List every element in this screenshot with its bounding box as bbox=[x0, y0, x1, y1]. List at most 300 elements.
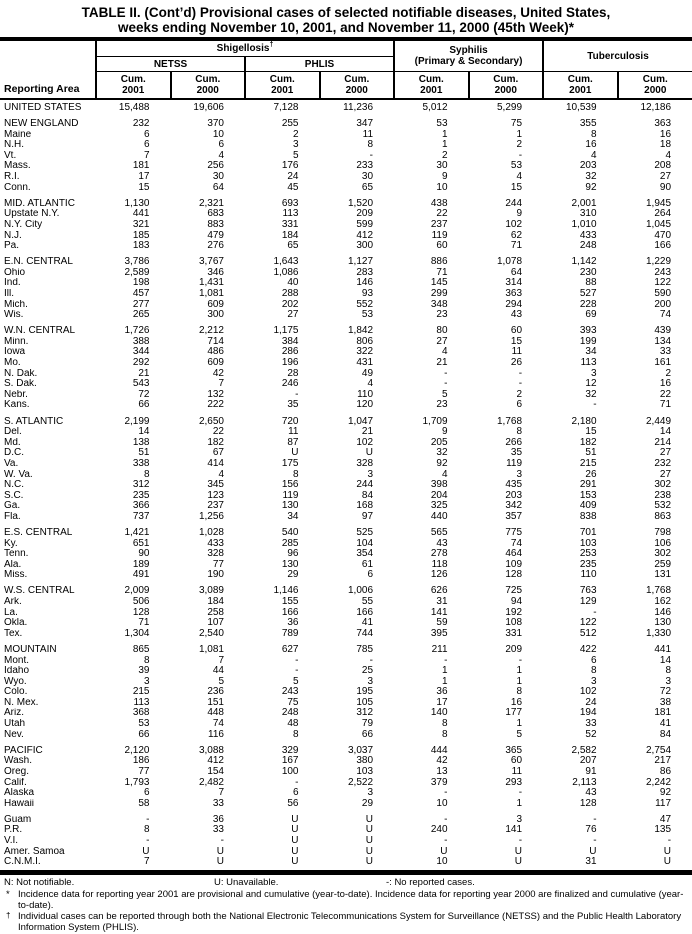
cell-value: 312 bbox=[132, 480, 150, 491]
cell-value: 2,540 bbox=[198, 628, 224, 639]
cell-value: 2,589 bbox=[124, 267, 150, 278]
table-row bbox=[0, 539, 692, 550]
cell-value: 41 bbox=[659, 719, 672, 730]
cell-value: 76 bbox=[585, 825, 597, 836]
cell-value: 74 bbox=[212, 719, 224, 730]
cell-value: 108 bbox=[505, 618, 523, 629]
cell-value: 26 bbox=[510, 358, 523, 369]
cell-value: 5,299 bbox=[497, 102, 523, 113]
cell-value: 119 bbox=[282, 490, 299, 501]
cell-value: 162 bbox=[654, 597, 672, 608]
table-row bbox=[0, 358, 692, 369]
cell-value: 40 bbox=[287, 278, 299, 289]
cell-value: - bbox=[295, 777, 299, 788]
cell-value: 120 bbox=[356, 400, 374, 411]
cell-value: 122 bbox=[579, 618, 597, 629]
cell-value: 182 bbox=[207, 437, 224, 448]
cell-value: U bbox=[440, 846, 448, 857]
cell-value: 131 bbox=[654, 570, 672, 581]
table-row bbox=[0, 857, 692, 872]
cell-value: 431 bbox=[356, 358, 374, 369]
cell-value: 246 bbox=[281, 379, 299, 390]
cell-value: 486 bbox=[207, 347, 224, 358]
cell-value: 190 bbox=[207, 570, 224, 581]
table-row bbox=[0, 756, 692, 767]
cell-value: - bbox=[369, 655, 374, 666]
cell-value: 1,945 bbox=[646, 197, 672, 209]
cell-value: 35 bbox=[287, 400, 299, 411]
cell-value: 798 bbox=[654, 526, 672, 538]
cell-value: U bbox=[365, 857, 374, 868]
table-row bbox=[0, 788, 692, 799]
table-row bbox=[0, 369, 692, 380]
cell-value: 32 bbox=[436, 448, 448, 459]
cell-value: 8 bbox=[590, 129, 597, 140]
cell-value: 11 bbox=[288, 427, 299, 438]
cell-value: 48 bbox=[287, 719, 299, 730]
table-row bbox=[0, 140, 692, 151]
cell-value: 258 bbox=[207, 607, 224, 618]
cell-value: 4 bbox=[665, 150, 672, 161]
cell-value: 299 bbox=[430, 289, 448, 299]
cell-value: 59 bbox=[436, 618, 448, 629]
column-group-shigellosis bbox=[96, 39, 394, 57]
cell-value: 237 bbox=[430, 219, 448, 230]
row-label: Calif. bbox=[4, 777, 27, 788]
cell-value: 64 bbox=[212, 182, 224, 193]
row-label: Wash. bbox=[4, 756, 32, 767]
cell-value: 6 bbox=[516, 400, 523, 411]
row-label: Tex. bbox=[4, 628, 23, 639]
cell-value: 1,086 bbox=[273, 267, 299, 278]
cell-value: 1 bbox=[516, 798, 523, 809]
cell-value: 189 bbox=[132, 559, 150, 570]
cell-value: 110 bbox=[580, 570, 597, 581]
cell-value: 1,010 bbox=[571, 219, 597, 230]
cell-value: 1 bbox=[516, 666, 523, 677]
cell-value: 71 bbox=[138, 618, 150, 629]
cum-label: Cum. bbox=[269, 74, 295, 85]
cell-value: 806 bbox=[356, 336, 374, 347]
cell-value: 329 bbox=[281, 744, 299, 756]
footnote-dagger-text: Individual cases can be reported through both the National Electronic Telecommunications System for Surveillance (NETSS) and the Public Health Laboratory Information System (PHLIS). bbox=[18, 910, 682, 933]
cell-value: 119 bbox=[431, 230, 448, 241]
cell-value: 4 bbox=[367, 379, 374, 390]
cell-value: 8 bbox=[441, 729, 448, 740]
row-label: Mont. bbox=[4, 655, 30, 666]
cell-value: 43 bbox=[585, 788, 597, 799]
cell-value: 433 bbox=[207, 538, 224, 549]
cell-value: 1,421 bbox=[124, 526, 150, 538]
cell-value: U bbox=[291, 813, 299, 825]
cell-value: - bbox=[444, 368, 448, 379]
cell-value: 71 bbox=[436, 267, 448, 278]
cell-value: 21 bbox=[361, 427, 374, 438]
cell-value: 61 bbox=[361, 559, 374, 570]
cell-value: 42 bbox=[212, 368, 224, 379]
cell-value: 41 bbox=[361, 618, 374, 629]
cell-value: U bbox=[291, 857, 299, 868]
cell-value: 32 bbox=[585, 172, 597, 183]
cell-value: - bbox=[444, 379, 448, 390]
row-label: Kans. bbox=[4, 400, 30, 411]
cell-value: U bbox=[365, 846, 374, 857]
cell-value: 27 bbox=[287, 310, 299, 321]
cum-label: Cum. bbox=[642, 74, 668, 85]
row-label: Miss. bbox=[4, 570, 28, 581]
cell-value: 33 bbox=[212, 825, 224, 836]
row-label: Tenn. bbox=[4, 549, 29, 560]
cell-value: 11 bbox=[511, 766, 523, 777]
cell-value: 4 bbox=[590, 150, 597, 161]
table-row bbox=[0, 491, 692, 502]
cell-value: 363 bbox=[654, 118, 672, 130]
cell-value: 113 bbox=[580, 358, 597, 369]
cell-value: - bbox=[295, 666, 299, 677]
cell-value: 302 bbox=[654, 480, 672, 491]
row-label: Colo. bbox=[4, 687, 28, 698]
cell-value: 775 bbox=[505, 526, 523, 538]
cell-value: 2,113 bbox=[572, 777, 597, 788]
cell-value: 3 bbox=[516, 469, 523, 480]
cell-value: 84 bbox=[361, 490, 374, 501]
table-row bbox=[0, 379, 692, 390]
cell-value: 3 bbox=[292, 140, 299, 151]
cell-value: 683 bbox=[207, 209, 224, 220]
cell-value: 11 bbox=[362, 129, 374, 140]
row-label: S. Dak. bbox=[4, 379, 37, 390]
cell-value: 28 bbox=[287, 368, 299, 379]
cell-value: 8 bbox=[292, 729, 299, 740]
row-label: Idaho bbox=[4, 666, 30, 677]
cell-value: 785 bbox=[356, 643, 374, 655]
cell-value: 8 bbox=[367, 140, 374, 151]
cell-value: 103 bbox=[579, 538, 597, 549]
legend-line bbox=[4, 877, 688, 888]
syphilis-label-line2: (Primary & Secondary) bbox=[414, 56, 523, 67]
row-label: E.N. CENTRAL bbox=[4, 256, 73, 268]
row-label: W. Va. bbox=[4, 469, 33, 480]
cell-value: 525 bbox=[356, 526, 374, 538]
cell-value: 167 bbox=[281, 756, 299, 767]
cell-value: 288 bbox=[281, 289, 299, 299]
cell-value: 235 bbox=[132, 490, 150, 501]
table-row bbox=[0, 310, 692, 321]
cell-value: 865 bbox=[132, 643, 150, 655]
row-label: Wyo. bbox=[4, 676, 27, 687]
cell-value: 104 bbox=[356, 538, 374, 549]
cell-value: - bbox=[146, 836, 150, 846]
cell-value: 2,650 bbox=[198, 415, 224, 427]
table-row bbox=[0, 337, 692, 348]
row-label: N.C. bbox=[4, 480, 24, 491]
cell-value: 16 bbox=[510, 697, 523, 708]
table-row bbox=[0, 220, 692, 231]
row-label: N. Mex. bbox=[4, 697, 39, 708]
row-label: Alaska bbox=[4, 788, 35, 799]
cell-value: 155 bbox=[281, 597, 299, 608]
table-row bbox=[0, 209, 692, 220]
cell-value: 7 bbox=[218, 379, 224, 390]
cell-value: 60 bbox=[436, 241, 448, 252]
cell-value: 32 bbox=[585, 389, 597, 400]
cell-value: 145 bbox=[430, 278, 448, 289]
cell-value: 444 bbox=[430, 744, 448, 756]
cell-value: 203 bbox=[579, 161, 597, 172]
table-row bbox=[0, 719, 692, 730]
cell-value: 10 bbox=[436, 798, 448, 809]
cell-value: 102 bbox=[505, 219, 523, 230]
cell-value: 42 bbox=[436, 756, 448, 767]
cell-value: 5 bbox=[292, 150, 299, 161]
shigellosis-dagger: † bbox=[269, 41, 274, 49]
table-row bbox=[0, 825, 692, 836]
cell-value: 122 bbox=[654, 278, 672, 289]
table-row bbox=[0, 666, 692, 677]
cell-value: 166 bbox=[281, 607, 299, 618]
cell-value: - bbox=[518, 368, 523, 379]
cell-value: 33 bbox=[585, 719, 597, 730]
cell-value: 457 bbox=[132, 289, 150, 299]
row-label: R.I. bbox=[4, 172, 20, 183]
cell-value: 264 bbox=[654, 209, 672, 220]
cell-value: 16 bbox=[585, 140, 597, 151]
cell-value: 744 bbox=[356, 628, 374, 639]
row-label: Va. bbox=[4, 458, 19, 469]
cell-value: 72 bbox=[138, 389, 150, 400]
cell-value: 222 bbox=[207, 400, 224, 411]
cell-value: 34 bbox=[585, 347, 597, 358]
cell-value: 1,130 bbox=[124, 197, 150, 209]
cell-value: 3,089 bbox=[198, 585, 224, 597]
cell-value: U bbox=[216, 857, 224, 868]
cell-value: 6 bbox=[367, 570, 374, 581]
cell-value: 294 bbox=[505, 299, 523, 310]
cell-value: 12,186 bbox=[640, 102, 672, 113]
cell-value: 51 bbox=[585, 448, 597, 459]
table-row bbox=[0, 99, 692, 114]
cell-value: 33 bbox=[212, 798, 224, 809]
cell-value: 176 bbox=[281, 161, 299, 172]
cell-value: 3,088 bbox=[198, 744, 224, 756]
cell-value: 103 bbox=[356, 766, 374, 777]
cell-value: 300 bbox=[356, 241, 374, 252]
cell-value: 21 bbox=[436, 358, 448, 369]
cell-value: 53 bbox=[436, 118, 448, 130]
table-title-line1: TABLE II. (Cont’d) Provisional cases of selected notifiable diseases, United States, bbox=[81, 5, 611, 20]
cell-value: 8 bbox=[590, 666, 597, 677]
table-row bbox=[0, 608, 692, 619]
cell-value: 3 bbox=[590, 676, 597, 687]
cell-value: 38 bbox=[659, 697, 672, 708]
cell-value: 18 bbox=[659, 140, 672, 151]
cell-value: 217 bbox=[654, 756, 672, 767]
cell-value: 2,212 bbox=[198, 325, 224, 337]
cell-value: 331 bbox=[505, 628, 523, 639]
cell-value: 506 bbox=[132, 597, 150, 608]
cell-value: - bbox=[518, 655, 523, 666]
cell-value: - bbox=[444, 836, 448, 846]
cell-value: 1,330 bbox=[646, 628, 672, 639]
cell-value: 15 bbox=[510, 336, 523, 347]
cell-value: - bbox=[518, 836, 523, 846]
cum-label: Cum. bbox=[344, 74, 370, 85]
cell-value: 153 bbox=[579, 490, 597, 501]
cell-value: 7 bbox=[143, 857, 150, 868]
cell-value: 168 bbox=[356, 501, 374, 512]
cell-value: 1,709 bbox=[422, 415, 448, 427]
cell-value: 80 bbox=[436, 325, 448, 337]
table-row bbox=[0, 767, 692, 778]
row-label: Utah bbox=[4, 719, 26, 730]
column-group-syphilis bbox=[394, 39, 543, 72]
cell-value: 6 bbox=[143, 129, 150, 140]
cell-value: 4 bbox=[441, 469, 448, 480]
table-row bbox=[0, 581, 692, 597]
cell-value: 725 bbox=[505, 585, 523, 597]
table-row bbox=[0, 400, 692, 411]
cell-value: 440 bbox=[430, 511, 448, 522]
notifiable-diseases-table bbox=[0, 37, 692, 875]
cell-value: 331 bbox=[281, 219, 299, 230]
cell-value: 1 bbox=[516, 129, 523, 140]
cell-value: 33 bbox=[659, 347, 672, 358]
cell-value: 5 bbox=[516, 729, 523, 740]
cell-value: 236 bbox=[207, 687, 224, 698]
table-row bbox=[0, 698, 692, 709]
cell-value: 30 bbox=[212, 172, 224, 183]
cell-value: 36 bbox=[436, 687, 448, 698]
cell-value: 433 bbox=[579, 230, 597, 241]
cum-label: Cum. bbox=[567, 74, 593, 85]
cell-value: 113 bbox=[282, 209, 299, 220]
cell-value: - bbox=[593, 400, 597, 411]
year-label: 2001 bbox=[122, 85, 145, 96]
cell-value: 21 bbox=[138, 368, 150, 379]
cell-value: 3,037 bbox=[347, 744, 374, 756]
column-header-syphilis-cum-2001 bbox=[394, 72, 469, 100]
column-header-netss-cum-2001 bbox=[96, 72, 171, 100]
row-label: D.C. bbox=[4, 448, 24, 459]
cell-value: 3 bbox=[590, 368, 597, 379]
cell-value: 53 bbox=[361, 310, 374, 321]
row-label: Amer. Samoa bbox=[4, 846, 65, 857]
column-header-reporting-area: Reporting Area bbox=[0, 39, 96, 99]
cell-value: 92 bbox=[585, 182, 597, 193]
column-header-tb-cum-2000 bbox=[618, 72, 692, 100]
table-row bbox=[0, 847, 692, 858]
cell-value: 248 bbox=[281, 708, 299, 719]
cell-value: 1,793 bbox=[124, 777, 150, 788]
table-row bbox=[0, 193, 692, 209]
cell-value: 5 bbox=[218, 676, 224, 687]
table-row bbox=[0, 172, 692, 183]
cell-value: 123 bbox=[207, 490, 224, 501]
year-label: 2000 bbox=[494, 85, 517, 96]
cell-value: 9 bbox=[516, 209, 523, 220]
row-label: Fla. bbox=[4, 511, 21, 522]
footnote-star-marker: * bbox=[6, 888, 10, 900]
cell-value: 27 bbox=[659, 172, 672, 183]
cell-value: 4 bbox=[516, 172, 523, 183]
cell-value: 30 bbox=[361, 172, 374, 183]
cell-value: 94 bbox=[510, 597, 523, 608]
cell-value: U bbox=[365, 836, 374, 846]
cell-value: 175 bbox=[281, 458, 299, 469]
cell-value: 464 bbox=[505, 549, 523, 560]
cell-value: 16 bbox=[659, 129, 672, 140]
table-row bbox=[0, 231, 692, 242]
cell-value: 90 bbox=[659, 182, 672, 193]
cell-value: 1,127 bbox=[347, 256, 374, 268]
table-row bbox=[0, 300, 692, 311]
row-label: Maine bbox=[4, 129, 32, 140]
cell-value: 693 bbox=[281, 197, 299, 209]
legend-unavailable: U: Unavailable. bbox=[214, 876, 279, 888]
table-row bbox=[0, 347, 692, 358]
cell-value: 126 bbox=[430, 570, 448, 581]
row-label: W.S. CENTRAL bbox=[4, 585, 75, 597]
row-label: Upstate N.Y. bbox=[4, 209, 60, 220]
cell-value: 3 bbox=[367, 788, 374, 799]
cell-value: 491 bbox=[132, 570, 150, 581]
cell-value: 1,047 bbox=[347, 415, 374, 427]
cell-value: 15 bbox=[585, 427, 597, 438]
cell-value: 1,142 bbox=[571, 256, 597, 268]
cell-value: 1,520 bbox=[347, 197, 374, 209]
cell-value: 30 bbox=[436, 161, 448, 172]
cell-value: 414 bbox=[207, 458, 224, 469]
table-row bbox=[0, 289, 692, 300]
cell-value: 441 bbox=[654, 643, 672, 655]
cell-value: U bbox=[663, 846, 672, 857]
cell-value: 365 bbox=[505, 744, 523, 756]
cell-value: 243 bbox=[654, 267, 672, 278]
cell-value: 14 bbox=[659, 427, 672, 438]
cell-value: 3 bbox=[665, 676, 672, 687]
cell-value: 182 bbox=[579, 437, 597, 448]
cell-value: 141 bbox=[505, 825, 523, 836]
cell-value: 1 bbox=[441, 140, 448, 151]
cell-value: 69 bbox=[585, 310, 597, 321]
cell-value: 2 bbox=[516, 389, 523, 400]
cell-value: 470 bbox=[654, 230, 672, 241]
cell-value: 102 bbox=[356, 437, 374, 448]
cell-value: 215 bbox=[132, 687, 150, 698]
cell-value: 230 bbox=[579, 267, 597, 278]
cell-value: 1,081 bbox=[198, 643, 224, 655]
cell-value: 156 bbox=[281, 480, 299, 491]
table-row bbox=[0, 629, 692, 640]
cell-value: 45 bbox=[287, 182, 299, 193]
cell-value: 232 bbox=[132, 118, 150, 130]
cell-value: 92 bbox=[659, 788, 672, 799]
table-row bbox=[0, 836, 692, 847]
cell-value: 181 bbox=[132, 161, 150, 172]
cell-value: 348 bbox=[430, 299, 448, 310]
cell-value: 71 bbox=[659, 400, 672, 411]
cell-value: 368 bbox=[132, 708, 150, 719]
cell-value: 8 bbox=[143, 825, 150, 836]
footnote-dagger bbox=[4, 911, 688, 933]
cell-value: 388 bbox=[132, 336, 150, 347]
cell-value: 2,582 bbox=[571, 744, 597, 756]
cell-value: 8 bbox=[441, 719, 448, 730]
cell-value: 203 bbox=[505, 490, 523, 501]
cell-value: 209 bbox=[356, 209, 374, 220]
row-label: W.N. CENTRAL bbox=[4, 325, 76, 337]
table-row bbox=[0, 183, 692, 194]
